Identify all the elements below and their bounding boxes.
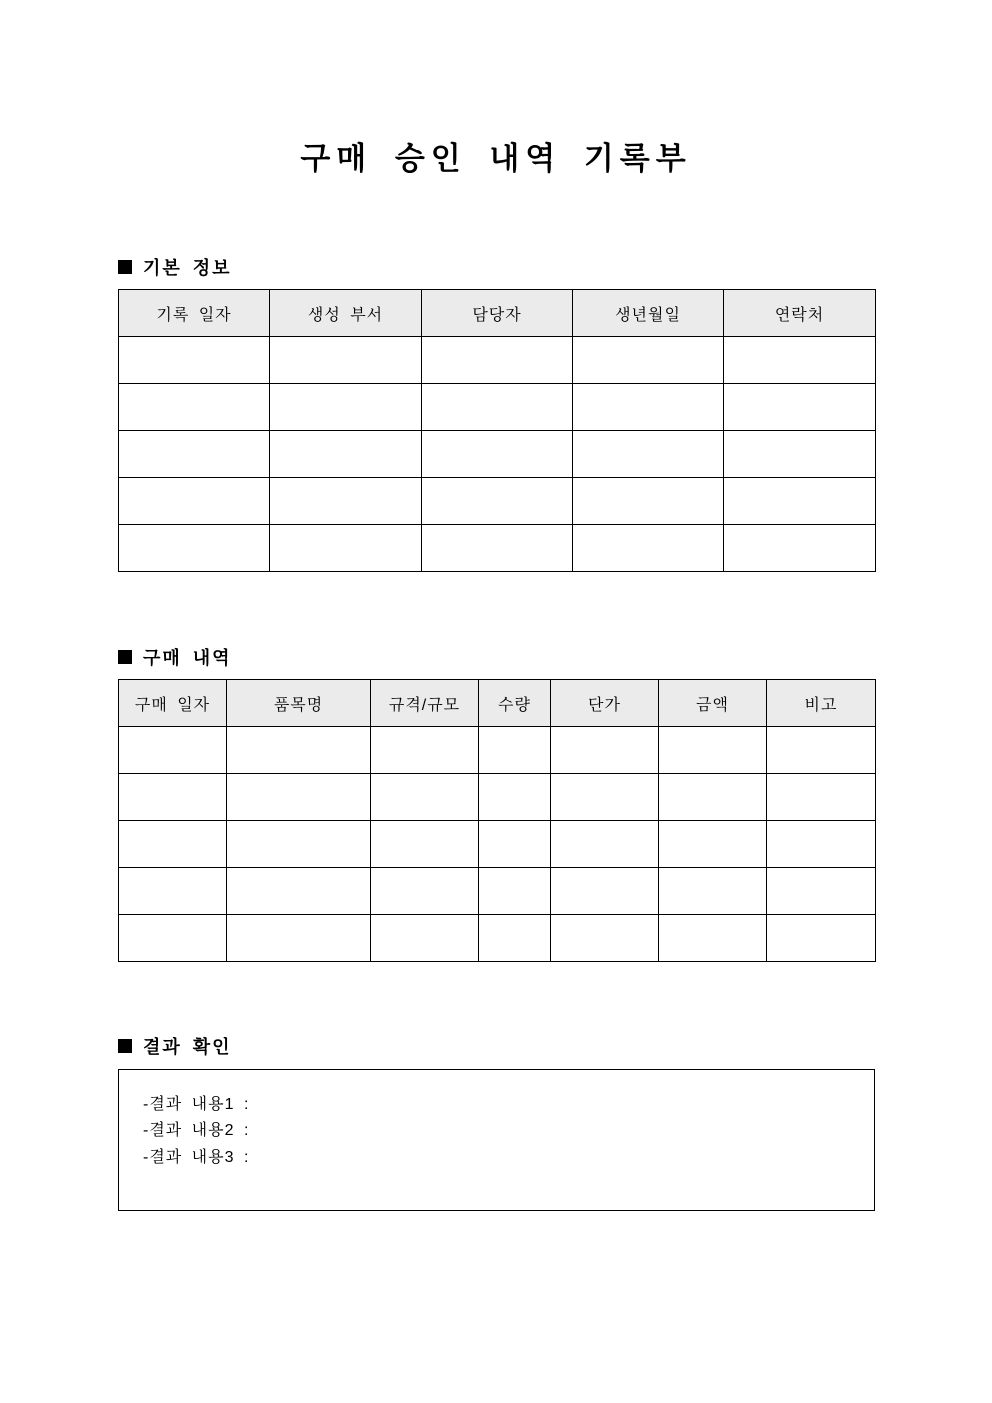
table-cell[interactable] (551, 821, 659, 868)
column-header: 구매 일자 (119, 680, 227, 727)
column-header: 단가 (551, 680, 659, 727)
table-cell[interactable] (270, 431, 422, 478)
table-cell[interactable] (371, 774, 479, 821)
table-cell[interactable] (422, 337, 573, 384)
table-row (119, 868, 876, 915)
section-title: 결과 확인 (143, 1037, 232, 1057)
table-cell[interactable] (551, 774, 659, 821)
table-row (119, 821, 876, 868)
column-header: 규격/규모 (371, 680, 479, 727)
table-cell[interactable] (270, 384, 422, 431)
table-cell[interactable] (573, 525, 724, 572)
table-cell[interactable] (119, 821, 227, 868)
table-cell[interactable] (551, 868, 659, 915)
table-cell[interactable] (479, 774, 551, 821)
table-cell[interactable] (659, 774, 767, 821)
table-cell[interactable] (573, 431, 724, 478)
section-result-heading (118, 1033, 232, 1059)
table-cell[interactable] (573, 337, 724, 384)
table-row (119, 478, 876, 525)
table-row (119, 431, 876, 478)
table-cell[interactable] (767, 821, 876, 868)
result-box (118, 1069, 875, 1211)
table-cell[interactable] (724, 525, 876, 572)
table-cell[interactable] (119, 727, 227, 774)
result-line-3[interactable]: -결과 내용3 : (143, 1149, 250, 1166)
table-cell[interactable] (227, 727, 371, 774)
table-cell[interactable] (724, 431, 876, 478)
table-cell[interactable] (767, 868, 876, 915)
table-cell[interactable] (119, 337, 270, 384)
column-header: 비고 (767, 680, 876, 727)
table-cell[interactable] (422, 525, 573, 572)
table-cell[interactable] (227, 915, 371, 962)
table-cell[interactable] (659, 727, 767, 774)
purchase-table (118, 679, 876, 962)
table-cell[interactable] (227, 774, 371, 821)
table-cell[interactable] (227, 868, 371, 915)
table-cell[interactable] (767, 915, 876, 962)
table-cell[interactable] (119, 774, 227, 821)
table-row (119, 774, 876, 821)
section-basic-info-heading (118, 254, 232, 280)
table-cell[interactable] (573, 384, 724, 431)
table-cell[interactable] (119, 915, 227, 962)
column-header: 품목명 (227, 680, 371, 727)
section-purchase-heading (118, 644, 232, 670)
table-cell[interactable] (551, 915, 659, 962)
table-cell[interactable] (479, 727, 551, 774)
table-cell[interactable] (371, 868, 479, 915)
table-cell[interactable] (724, 478, 876, 525)
column-header: 담당자 (422, 290, 573, 337)
column-header: 연락처 (724, 290, 876, 337)
table-cell[interactable] (724, 337, 876, 384)
table-row (119, 525, 876, 572)
square-bullet-icon (118, 650, 132, 664)
page-title: 구매 승인 내역 기록부 (300, 141, 692, 176)
table-cell[interactable] (119, 384, 270, 431)
table-header-row (119, 680, 876, 727)
table-cell[interactable] (119, 478, 270, 525)
table-cell[interactable] (270, 525, 422, 572)
result-line-2[interactable]: -결과 내용2 : (143, 1122, 250, 1139)
column-header: 기록 일자 (119, 290, 270, 337)
square-bullet-icon (118, 260, 132, 274)
table-cell[interactable] (270, 337, 422, 384)
table-cell[interactable] (371, 915, 479, 962)
table-cell[interactable] (371, 821, 479, 868)
column-header: 수량 (479, 680, 551, 727)
table-cell[interactable] (371, 727, 479, 774)
table-cell[interactable] (767, 774, 876, 821)
table-row (119, 337, 876, 384)
table-cell[interactable] (119, 525, 270, 572)
table-cell[interactable] (767, 727, 876, 774)
table-cell[interactable] (551, 727, 659, 774)
table-cell[interactable] (659, 868, 767, 915)
table-row (119, 727, 876, 774)
table-cell[interactable] (659, 821, 767, 868)
column-header: 금액 (659, 680, 767, 727)
section-title: 기본 정보 (143, 258, 232, 278)
column-header: 생년월일 (573, 290, 724, 337)
table-header-row (119, 290, 876, 337)
table-cell[interactable] (479, 915, 551, 962)
table-cell[interactable] (573, 478, 724, 525)
table-cell[interactable] (422, 384, 573, 431)
result-line-1[interactable]: -결과 내용1 : (143, 1096, 250, 1113)
table-cell[interactable] (119, 431, 270, 478)
table-row (119, 915, 876, 962)
table-cell[interactable] (659, 915, 767, 962)
section-title: 구매 내역 (143, 648, 232, 668)
table-cell[interactable] (422, 431, 573, 478)
table-cell[interactable] (119, 868, 227, 915)
square-bullet-icon (118, 1039, 132, 1053)
column-header: 생성 부서 (270, 290, 422, 337)
table-cell[interactable] (227, 821, 371, 868)
table-cell[interactable] (724, 384, 876, 431)
table-cell[interactable] (270, 478, 422, 525)
basic-info-table (118, 289, 876, 572)
table-cell[interactable] (479, 821, 551, 868)
table-cell[interactable] (422, 478, 573, 525)
table-cell[interactable] (479, 868, 551, 915)
table-row (119, 384, 876, 431)
